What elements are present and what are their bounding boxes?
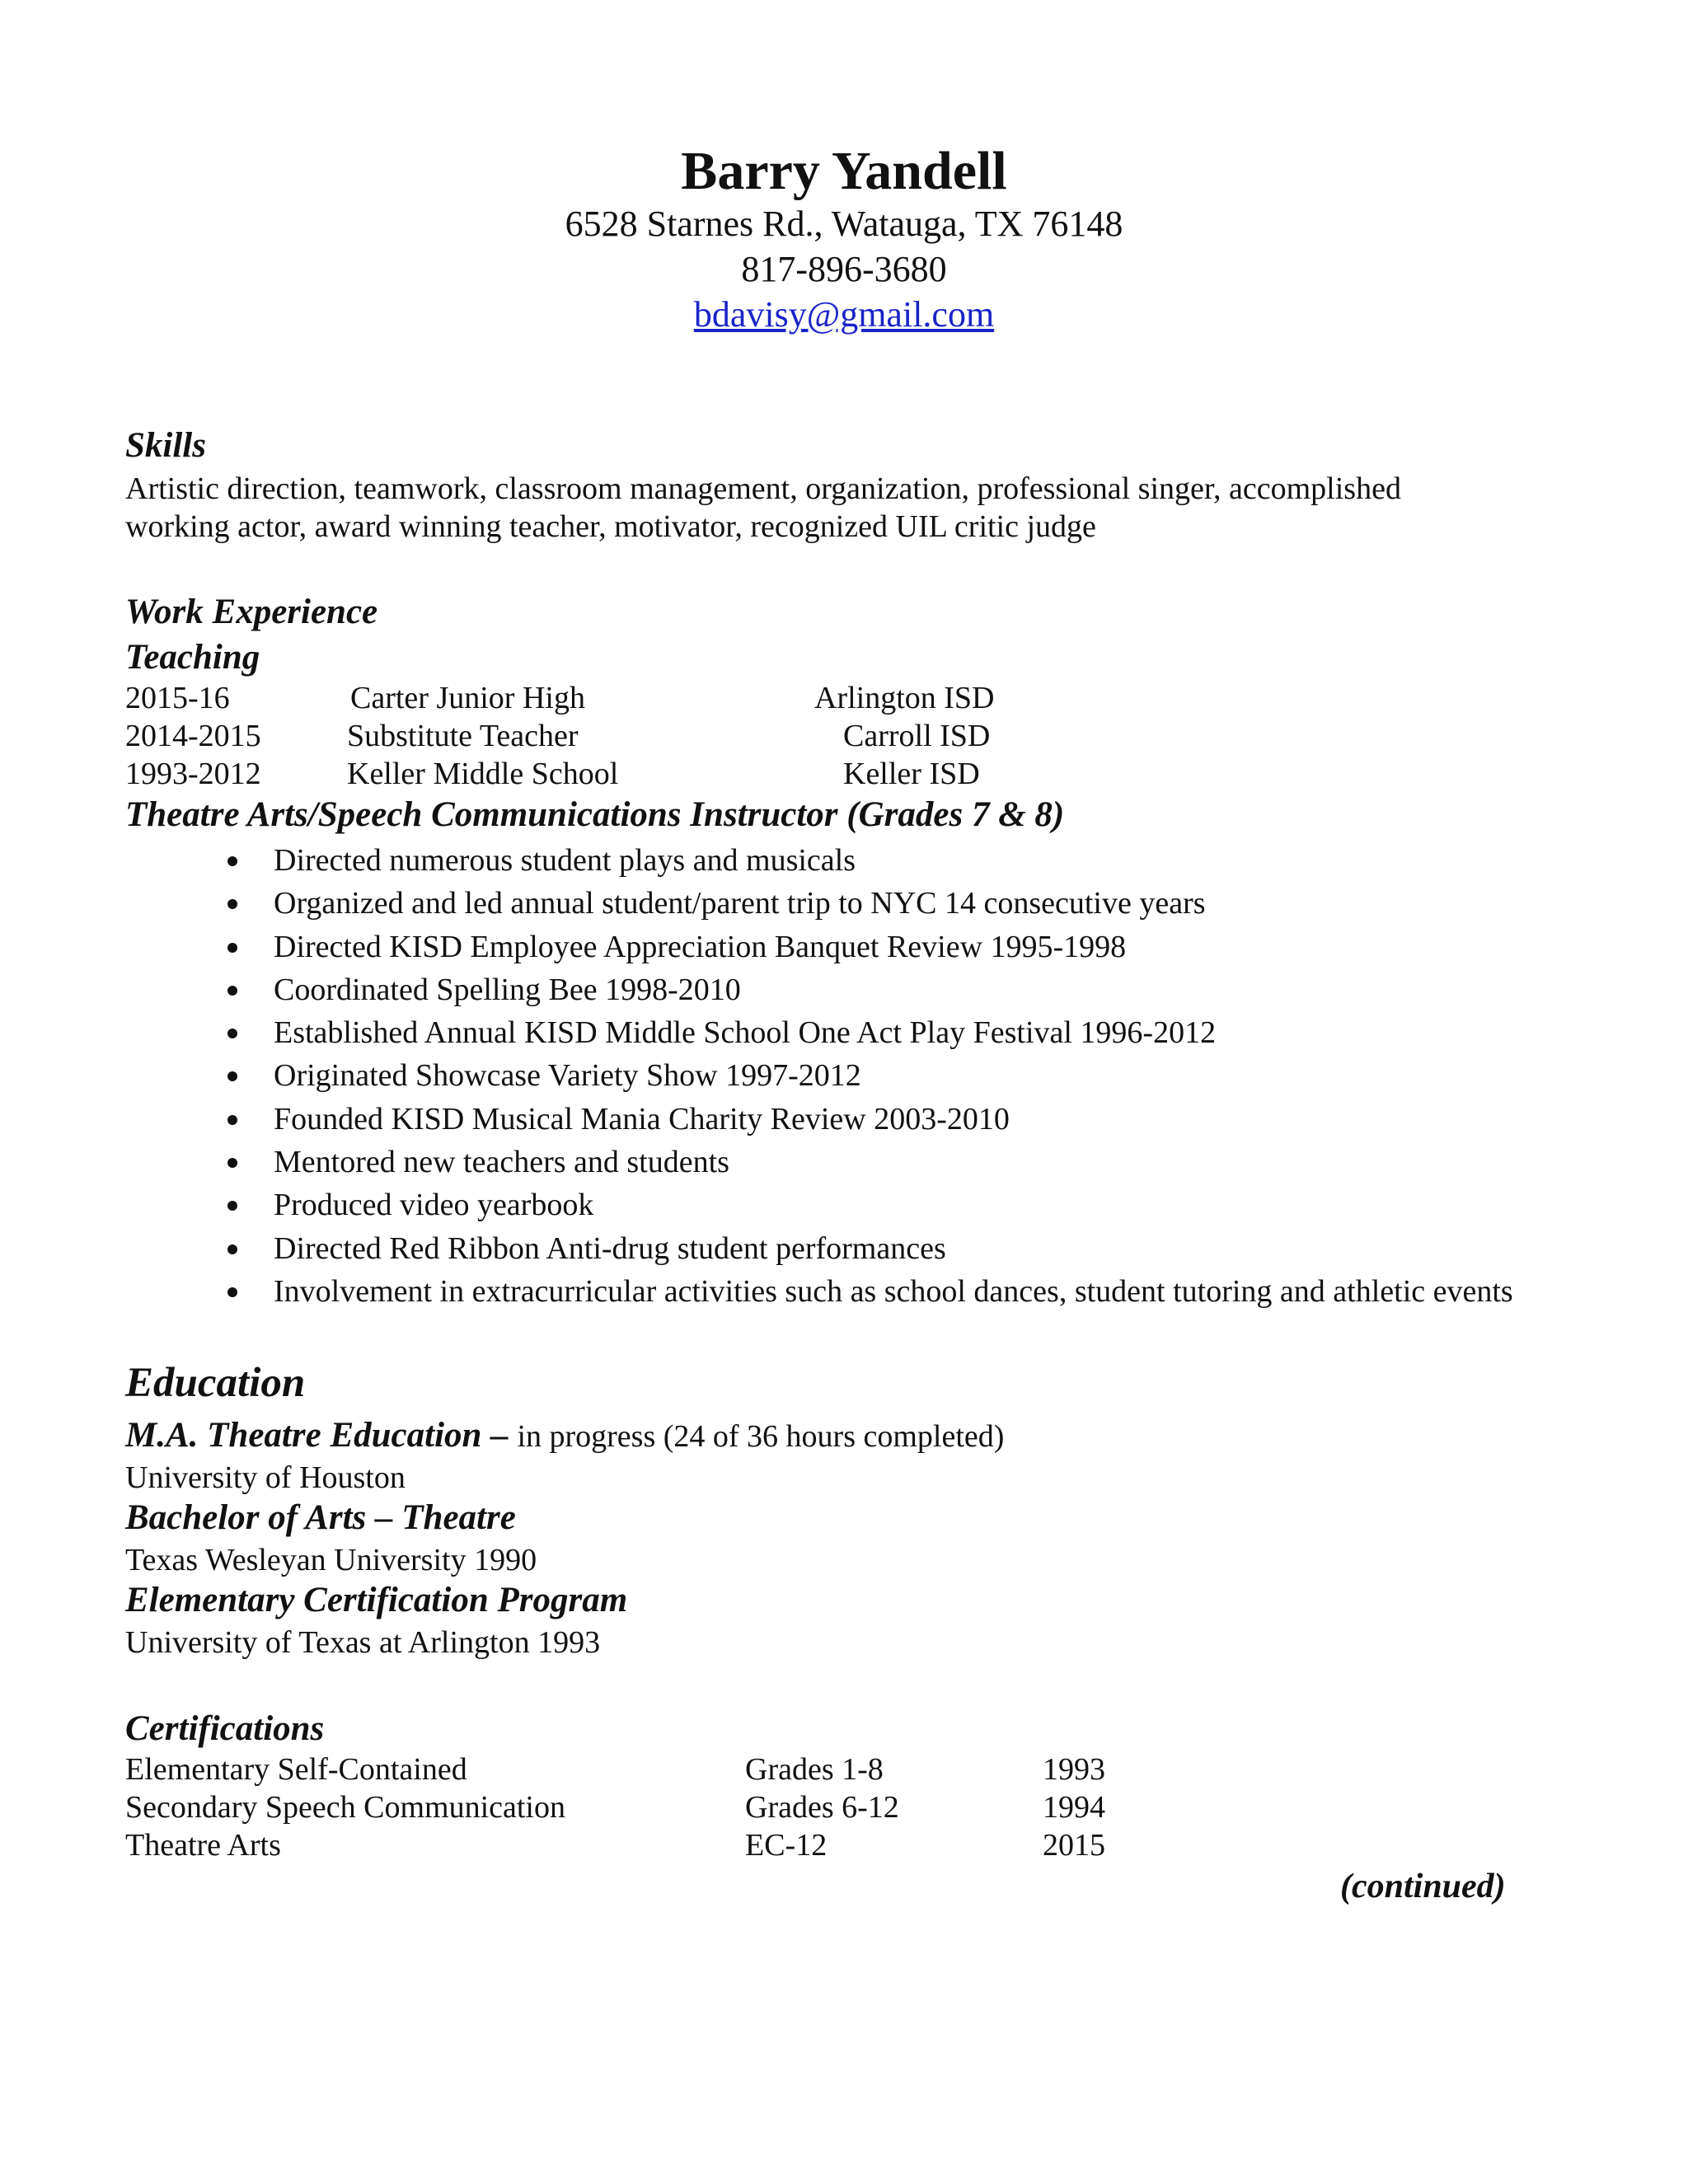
skills-line-2: working actor, award winning teacher, motivator, recognized UIL critic judge — [125, 509, 1096, 544]
job-years: 2014-2015 — [125, 719, 261, 753]
list-item: Originated Showcase Variety Show 1997-2012 — [223, 1054, 1513, 1097]
continued-note: (continued) — [1340, 1868, 1506, 1905]
role-title: Theatre Arts/Speech Communications Instructor (Grades 7 & 8) — [125, 795, 1065, 834]
cert-year: 1993 — [1043, 1752, 1105, 1787]
bullet-icon — [227, 1287, 237, 1297]
bullet-icon — [227, 899, 237, 909]
bullet-icon — [227, 1201, 237, 1211]
job-district: Carroll ISD — [843, 719, 991, 753]
cert-year: 1994 — [1043, 1790, 1105, 1825]
job-years: 2015-16 — [125, 681, 230, 715]
bullet-icon — [227, 1029, 237, 1038]
degree-school: University of Houston — [125, 1460, 406, 1495]
resume-name: Barry Yandell — [681, 141, 1007, 201]
bullet-icon — [227, 986, 237, 996]
job-school: Keller Middle School — [347, 757, 619, 791]
bullet-icon — [227, 1244, 237, 1254]
education-heading: Education — [125, 1360, 306, 1406]
job-district: Arlington ISD — [814, 681, 995, 715]
bullet-icon — [227, 856, 237, 866]
responsibilities-list — [223, 839, 1513, 1313]
job-district: Keller ISD — [843, 757, 980, 791]
list-item: Directed KISD Employee Appreciation Banquet Review 1995-1998 — [223, 926, 1513, 968]
certifications-heading: Certifications — [125, 1709, 325, 1748]
list-item: Established Annual KISD Middle School One Act Play Festival 1996-2012 — [223, 1011, 1513, 1054]
degree-title: Bachelor of Arts – Theatre — [125, 1498, 516, 1537]
cert-name: Theatre Arts — [125, 1828, 281, 1863]
skills-line-1: Artistic direction, teamwork, classroom management, organization, professional singer, accomplished — [125, 471, 1401, 506]
cert-year: 2015 — [1043, 1828, 1105, 1863]
list-item: Directed Red Ribbon Anti-drug student performances — [223, 1227, 1513, 1270]
bullet-icon — [227, 1071, 237, 1081]
list-item: Organized and led annual student/parent trip to NYC 14 consecutive years — [223, 882, 1513, 925]
degree-title: Elementary Certification Program — [125, 1581, 628, 1619]
list-item: Involvement in extracurricular activities such as school dances, student tutoring and athletic events — [223, 1270, 1513, 1313]
list-item: Founded KISD Musical Mania Charity Review 2003-2010 — [223, 1098, 1513, 1141]
cert-name: Secondary Speech Communication — [125, 1790, 565, 1825]
address: 6528 Starnes Rd., Watauga, TX 76148 — [565, 204, 1123, 244]
job-school: Substitute Teacher — [347, 719, 579, 753]
degree-note: in progress (24 of 36 hours completed) — [517, 1419, 1005, 1454]
list-item: Produced video yearbook — [223, 1183, 1513, 1226]
list-item: Directed numerous student plays and musicals — [223, 839, 1513, 882]
cert-grades: Grades 6-12 — [745, 1790, 899, 1825]
cert-name: Elementary Self-Contained — [125, 1752, 467, 1787]
degree-school: Texas Wesleyan University 1990 — [125, 1543, 537, 1577]
cert-grades: EC-12 — [745, 1828, 828, 1863]
bullet-icon — [227, 1158, 237, 1168]
list-item: Coordinated Spelling Bee 1998-2010 — [223, 968, 1513, 1011]
degree-school: University of Texas at Arlington 1993 — [125, 1625, 601, 1660]
email-link[interactable]: bdavisy@gmail.com — [693, 294, 995, 335]
list-item: Mentored new teachers and students — [223, 1141, 1513, 1183]
skills-heading: Skills — [125, 426, 206, 465]
bullet-icon — [227, 1115, 237, 1125]
job-years: 1993-2012 — [125, 757, 261, 791]
phone-number: 817-896-3680 — [741, 249, 947, 289]
job-school: Carter Junior High — [350, 681, 585, 715]
cert-grades: Grades 1-8 — [745, 1752, 884, 1787]
degree-title: M.A. Theatre Education – in progress (24 of 36 hours completed) — [125, 1416, 1005, 1455]
teaching-subheading: Teaching — [125, 638, 260, 677]
work-experience-heading: Work Experience — [125, 593, 378, 631]
bullet-icon — [227, 943, 237, 953]
